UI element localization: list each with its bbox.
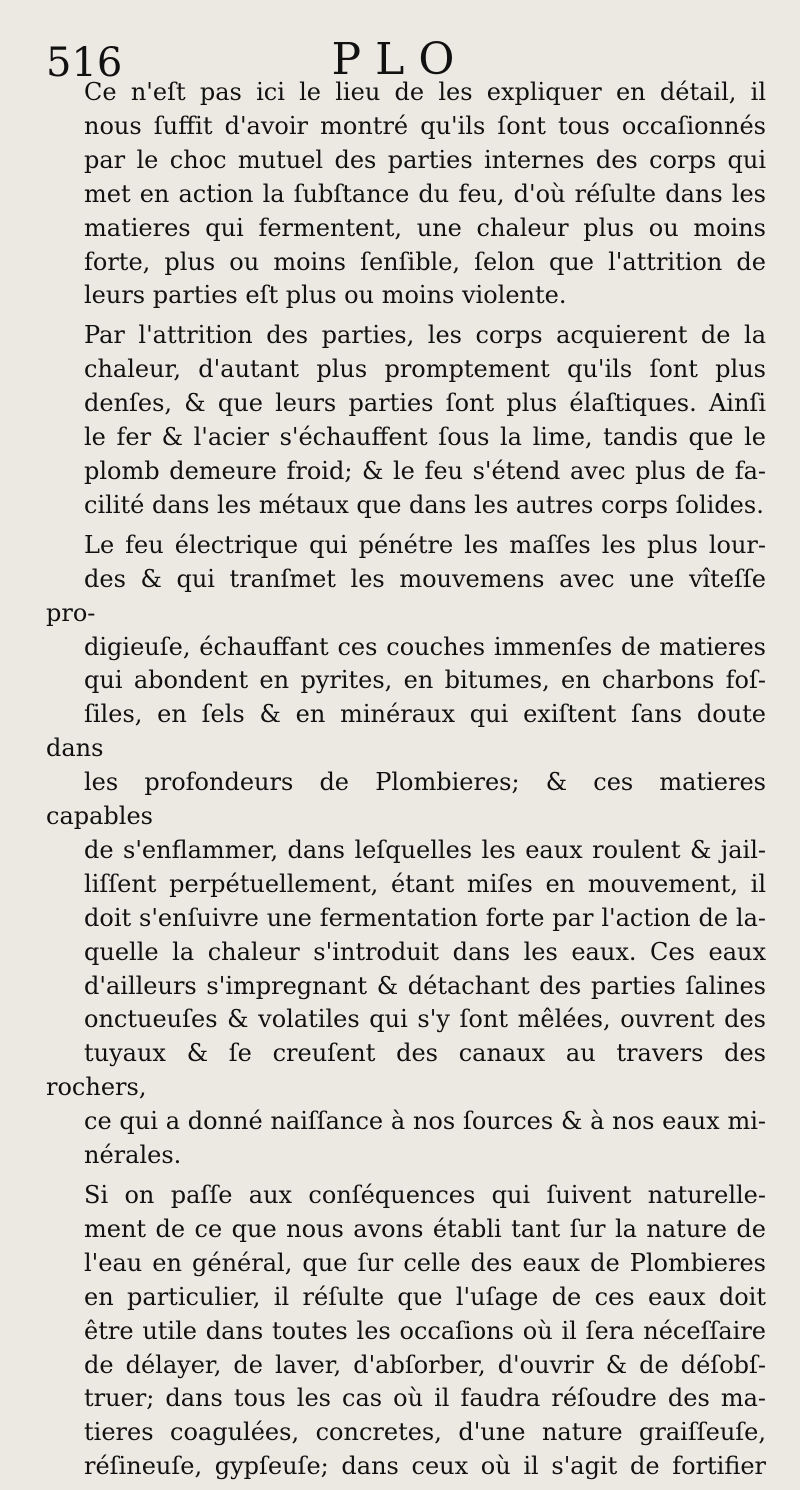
text-line: réſineuſe, gypſeuſe; dans ceux où il s'agit de fortifier (84, 1452, 766, 1481)
text-line: quelle la chaleur s'introduit dans les eaux. Ces eaux (84, 937, 766, 966)
text-line: des & qui tranſmet les mouvemens avec une vîteſſe pro- (46, 564, 766, 627)
text-line: met en action la ſubſtance du feu, d'où réſulte dans les (84, 179, 766, 208)
text-line: matieres qui fermentent, une chaleur plus ou moins (84, 213, 766, 242)
text-line: doit s'enſuivre une fermentation forte par l'action de la- (84, 903, 766, 932)
body-text (46, 76, 766, 1490)
text-line: de s'enflammer, dans leſquelles les eaux roulent & jail- (84, 835, 766, 864)
text-line: chaleur, d'autant plus promptement qu'ils ſont plus (84, 355, 766, 384)
text-line: forte, plus ou moins ſenſible, ſelon que l'attrition de (84, 247, 766, 276)
text-line: nérales. (84, 1141, 182, 1170)
text-line: leurs parties eſt plus ou moins violente. (84, 281, 567, 310)
text-line: tieres coagulées, concretes, d'une nature graiſſeuſe, (84, 1418, 766, 1447)
text-line: Par l'attrition des parties, les corps acquierent de la (84, 321, 766, 350)
page-number: 516 (46, 40, 123, 86)
paragraph-4 (46, 1179, 766, 1484)
text-line: d'ailleurs s'impregnant & détachant des parties ſalines (84, 971, 766, 1000)
paragraph-1 (46, 76, 766, 313)
paragraph-3 (46, 529, 766, 1173)
text-line: par le choc mutuel des parties internes des corps qui (84, 145, 766, 174)
text-line: qui abondent en pyrites, en bitumes, en charbons foſ- (84, 666, 766, 695)
paragraph-2 (46, 319, 766, 522)
text-line: cilité dans les métaux que dans les autres corps ſolides. (84, 490, 764, 519)
text-line: l'eau en général, que ſur celle des eaux de Plombieres (84, 1248, 766, 1277)
text-line: onctueuſes & volatiles qui s'y ſont mêlées, ouvrent des (84, 1005, 766, 1034)
running-title: PLO (331, 34, 469, 85)
text-line: digieuſe, échauffant ces couches immenſes de matieres (84, 632, 766, 661)
text-line: liſſent perpétuellement, étant miſes en mouvement, il (84, 869, 766, 898)
text-line: de délayer, de laver, d'abſorber, d'ouvrir & de déſobſ- (84, 1350, 766, 1379)
text-line: plomb demeure froid; & le feu s'étend avec plus de fa- (84, 456, 766, 485)
text-line: truer; dans tous les cas où il faudra réſoudre des ma- (84, 1384, 766, 1413)
text-line: denſes, & que leurs parties ſont plus élaſtiques. Ainſi (84, 389, 766, 418)
text-line: le fer & l'acier s'échauffent ſous la lime, tandis que le (84, 423, 766, 452)
text-line: Le feu électrique qui pénétre les maſſes les plus lour- (84, 530, 766, 559)
text-line: Si on paſſe aux conſéquences qui ſuivent naturelle- (84, 1181, 766, 1209)
text-line: Ce n'eſt pas ici le lieu de les expliquer en détail, il (84, 78, 766, 106)
text-line: tuyaux & ſe creuſent des canaux au travers des rochers, (46, 1039, 766, 1102)
text-line: ment de ce que nous avons établi tant ſur la nature de (84, 1214, 766, 1243)
text-line: les profondeurs de Plombieres; & ces matieres capables (46, 768, 766, 831)
text-line: ſiles, en ſels & en minéraux qui exiſtent ſans doute dans (46, 700, 766, 763)
text-line: être utile dans toutes les occaſions où il ſera néceſſaire (84, 1316, 766, 1345)
text-line: nous ſuffit d'avoir montré qu'ils ſont tous occaſionnés (84, 111, 766, 140)
text-line: en particulier, il réſulte que l'uſage de ces eaux doit (84, 1282, 766, 1311)
text-line: ce qui a donné naiſſance à nos ſources & à nos eaux mi- (84, 1107, 766, 1136)
